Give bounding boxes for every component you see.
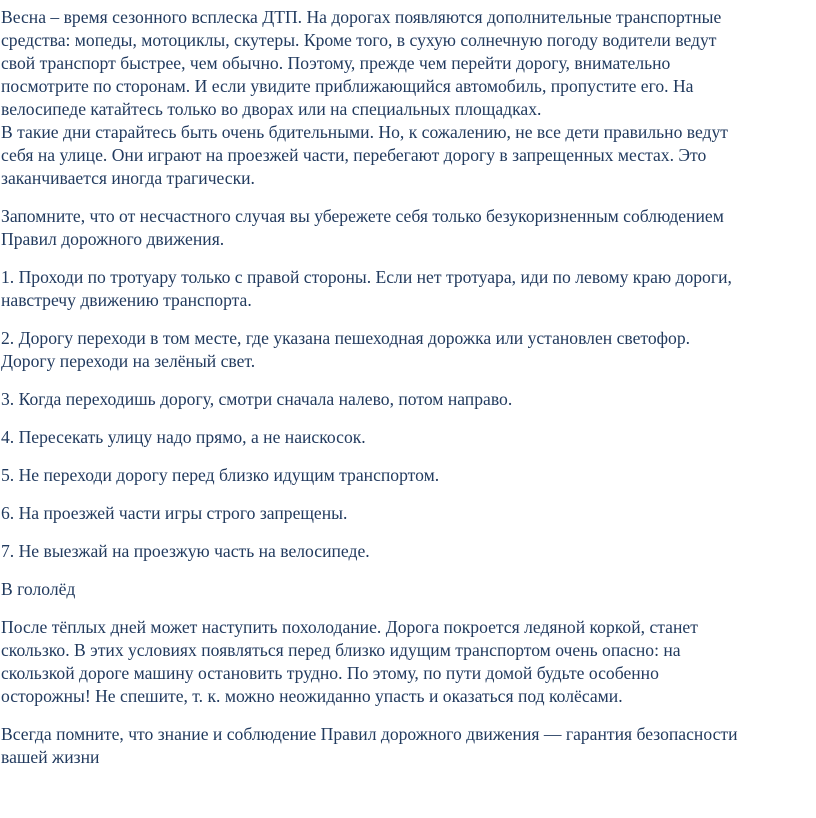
text-line: 4. Пересекать улицу надо прямо, а не наискосок. (1, 427, 366, 447)
text-line: свой транспорт быстрее, чем обычно. Поэтому, прежде чем перейти дорогу, внимательно (1, 53, 671, 73)
text-line: 3. Когда переходишь дорогу, смотри сначала налево, потом направо. (1, 389, 513, 409)
rule-3 (1, 388, 813, 411)
text-line: средства: мопеды, мотоциклы, скутеры. Кроме того, в сухую солнечную погоду водители ведут (1, 30, 717, 50)
document-page (1, 6, 813, 769)
text-line: 7. Не выезжай на проезжую часть на велосипеде. (1, 541, 370, 561)
text-line: Дорогу переходи на зелёный свет. (1, 351, 256, 371)
text-line: навстречу движению транспорта. (1, 290, 252, 310)
ice-paragraph (1, 616, 813, 708)
rule-7 (1, 540, 813, 563)
text-line: себя на улице. Они играют на проезжей части, перебегают дорогу в запрещенных местах. Это (1, 145, 707, 165)
text-line: В такие дни старайтесь быть очень бдительными. Но, к сожалению, не все дети правильно ведут (1, 122, 728, 142)
text-line: велосипеде катайтесь только во дворах или на специальных площадках. (1, 99, 542, 119)
text-line: посмотрите по сторонам. И если увидите приближающийся автомобиль, пропустите его. На (1, 76, 694, 96)
rule-2 (1, 327, 813, 373)
text-line: Всегда помните, что знание и соблюдение Правил дорожного движения — гарантия безопасности (1, 724, 738, 744)
text-line: 1. Проходи по тротуару только с правой стороны. Если нет тротуара, иди по левому краю дороги, (1, 267, 732, 287)
text-line: осторожны! Не спешите, т. к. можно неожиданно упасть и оказаться под колёсами. (1, 686, 623, 706)
text-line: скользкой дороге машину остановить трудно. По этому, по пути домой будьте особенно (1, 663, 659, 683)
text-line: Правил дорожного движения. (1, 229, 225, 249)
rule-4 (1, 426, 813, 449)
text-line: вашей жизни (1, 747, 100, 767)
ice-heading (1, 578, 813, 601)
text-line: Запомните, что от несчастного случая вы убережете себя только безукоризненным соблюдением (1, 206, 724, 226)
remember-paragraph (1, 205, 813, 251)
text-line: Весна – время сезонного всплеска ДТП. На дорогах появляются дополнительные транспортные (1, 7, 722, 27)
text-line: скользко. В этих условиях появляться перед близко идущим транспортом очень опасно: на (1, 640, 681, 660)
rule-1 (1, 266, 813, 312)
intro-paragraph (1, 6, 813, 190)
text-line: 5. Не переходи дорогу перед близко идущим транспортом. (1, 465, 440, 485)
rule-6 (1, 502, 813, 525)
text-line: 2. Дорогу переходи в том месте, где указана пешеходная дорожка или установлен светофор. (1, 328, 691, 348)
text-line: После тёплых дней может наступить похолодание. Дорога покроется ледяной коркой, станет (1, 617, 698, 637)
closing-paragraph (1, 723, 813, 769)
text-line: заканчивается иногда трагически. (1, 168, 255, 188)
rule-5 (1, 464, 813, 487)
section-heading: В гололёд (1, 579, 76, 599)
text-line: 6. На проезжей части игры строго запрещены. (1, 503, 348, 523)
